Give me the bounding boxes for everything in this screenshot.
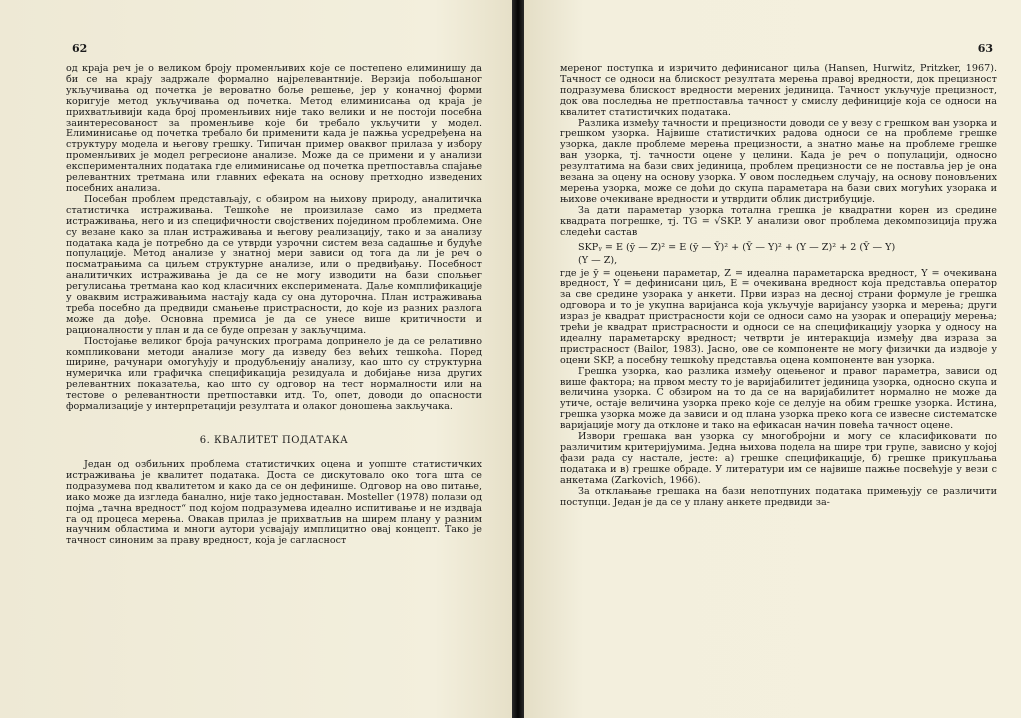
paragraph: За дати параметар узорка тотална грешка је квадратни корен из средине квадрата погрешке, тј. TG = √SKP. У анализи овог проблема декомпозиција пружа следећи састав	[560, 204, 997, 238]
paragraph: За отклањање грешака на бази непотпуних података примењују се различити поступци. Један је да се у плану анкете предвиди за-	[560, 485, 997, 508]
book-spine	[512, 0, 524, 718]
right-page	[524, 0, 1021, 718]
page-number: 62	[72, 42, 88, 55]
formula-continuation: (Y — Z),	[578, 254, 618, 266]
paragraph: Разлика између тачности и прецизности доводи се у везу с грешком ван узорка и грешком узорка. Највише статистичких радова односи се на проблеме грешке узорка, дакле проблеме мерења прецизности, а знатно мање на проблеме грешке ван узорка, тј. тачности оцене у целини. Када је реч о популацији, односно резултатима на бази свих јединица, проблем прецизности се не поставља јер је она везана за оцену на основу узорка. У овом последњем случају, на основу поновљених мерења узорка, може се доћи до скупа параметара на бази свих могућих узорака и њихове очекиване вредности и утврдити облик дистрибуције.	[560, 117, 997, 205]
paragraph: Посебан проблем представљају, с обзиром на њихову природу, аналитичка статистичка истраживања. Тешкоће не произилазе само из предмета истраживања, него и из специфичности својствених поједином проблемима. Оне су везане како за план истраживања и његову реализацију, тако и за анализу података када је потребно да се утврди узрочни систем веза садашње и будуће популације. Метод анализе у знатној мери зависи од тога да ли је реч о посматрањима са циљем структурне анализе, или о предвиђању. Посебност аналитичких истраживања је да се не могу изводити на бази спољњег регулисања третмана као код класичних експеримената. Даље комплификације у оваквим истраживањима настају када су она дуторочна. План истраживања треба посебно да предвиди смањење пристрасности, до које из разних разлога може да дође. Основна премиса је да се унесе више критичности и рационалности у план и да се буде опрезан у закључцима.	[66, 193, 482, 336]
paragraph: мереног поступка и изричито дефинисаног циља (Hansen, Hurwitz, Pritzker, 1967). Тачност се односи на блискост резултата мерења правој вредности, док прецизност подразумева блискост вредности мерених јединица. Тачност укључује прецизност, док ова последња не претпоставља тачност у смислу дефиниције која се односи на квалитет статистичких података.	[560, 63, 997, 118]
paragraph: Грешка узорка, као разлика између оцењеног и правог параметра, зависи од више фактора; на првом месту то је варијабилитет јединица узорка, односно скупа и величина узорка. С обзиром на то да се на варијабилитет нормално не може да утиче, остаје величина узорка преко које се делује на обим грешке узорка. Истина, грешка узорка може да зависи и од плана узорка преко кога се извесне систематске варијације могу да отклоне и тако на ефикасан начин повећа тачност оцене.	[560, 365, 997, 432]
paragraph: од краја реч је о великом броју променљивих које се постепено елиминишу да би се на крају задржале формално најрелевантније. Верзија побољшаног укључивања од почетка је вероватно боље решење, јер у коначној форми коригује метод укључивања од почетка. Метод елиминисања од краја је прихватљивији када број променљивих није тако велики и не постоји посебна заинтересованост за променљиве које би требало укључити у модел. Елиминисање од почетка требало би применити када је пажња усредређена на структуру модела и његову грешку. Типичан пример оваквог прилаза у избору променљивих је модел регресионе анализе. Може да се примени и у анализи експерименталних података где елиминисање од почетка претпоставља спајање релевантних третмана или главних ефеката на основу претходно изведених посебних анализа.	[66, 63, 482, 194]
paragraph: Извори грешака ван узорка су многобројни и могу се класификовати по различитим критеријумима. Једна њихова подела на шире три групе, зависно у којој фази рада су настале, јесте: а) грешке спецификације, б) грешке прикупљања података и в) грешке обраде. У литератури им се највише пажње посвећује у вези с анкетама (Zarkovich, 1966).	[560, 431, 997, 486]
page-number: 63	[977, 42, 993, 55]
paragraph: где је ȳ = оцењени параметар, Z = идеална параметарска вредност, Y = очекивана вредност, Y = дефинисани циљ, E = очекивана вредност која представља оператор за све средине узорака у анкети. Први израз на десној страни формуле је грешка одговора и то је укупна варијанса која укључује варијансу узорка и мерења; други израз је квадрат пристрасности који се односи само на узорак и операцију мерења; трећи је квадрат пристрасности и односи се на спецификацију узорка у односу на идеалну параметарску вредност; четврти је интеракција између два израза за пристрасност (Bailor, 1983). Јасно, ове се компоненте не могу физички да издвоје у оцени SKP, а посебну тешкоћу представља оцена компоненте ван узорка.	[560, 267, 997, 366]
paragraph: Постојање великог броја рачунских програма допринело је да се релативно компликовани методи анализе могу да изведу без већих тешкоћа. Поред ширине, рачунари омогућују и продубљенију анализу, као што су структурна нумеричка или графичка спецификација резидуала и добијање низа других релевантних показатеља, као што су одговор на тест нормалности или на тестове о релевантности претпоставки итд. То, опет, доводи до опасности формализације у интерпретацији резултата и олаког доношења закључака.	[66, 335, 482, 413]
paragraph: Један од озбиљних проблема статистичких оцена и уопште статистичких истраживања је квалитет података. Доста се дискутовало око тога шта се подразумева под квалитетом и како да се он дефинише. Одговор на ово питање, иако може да изгледа банално, није тако једноставан. Mosteller (1978) полази од појма „тачна вредност“ под којом подразумева идеално испитивање и не издваја га од процеса мерења. Овакав прилаз је прихватљив на ширем плану у разним научним областима и многи аутори усвајају имплицитно овај концепт. Тако је тачност синоним за праву вредност, која је сагласност	[66, 459, 482, 547]
formula: SKPᵧ = E (ȳ — Z)² = E (ȳ — Ȳ)² + (Ȳ — Y)² + (Y — Z)² + 2 (Ȳ — Y)	[578, 241, 896, 253]
section-heading: 6. КВАЛИТЕТ ПОДАТАКА	[199, 435, 349, 446]
